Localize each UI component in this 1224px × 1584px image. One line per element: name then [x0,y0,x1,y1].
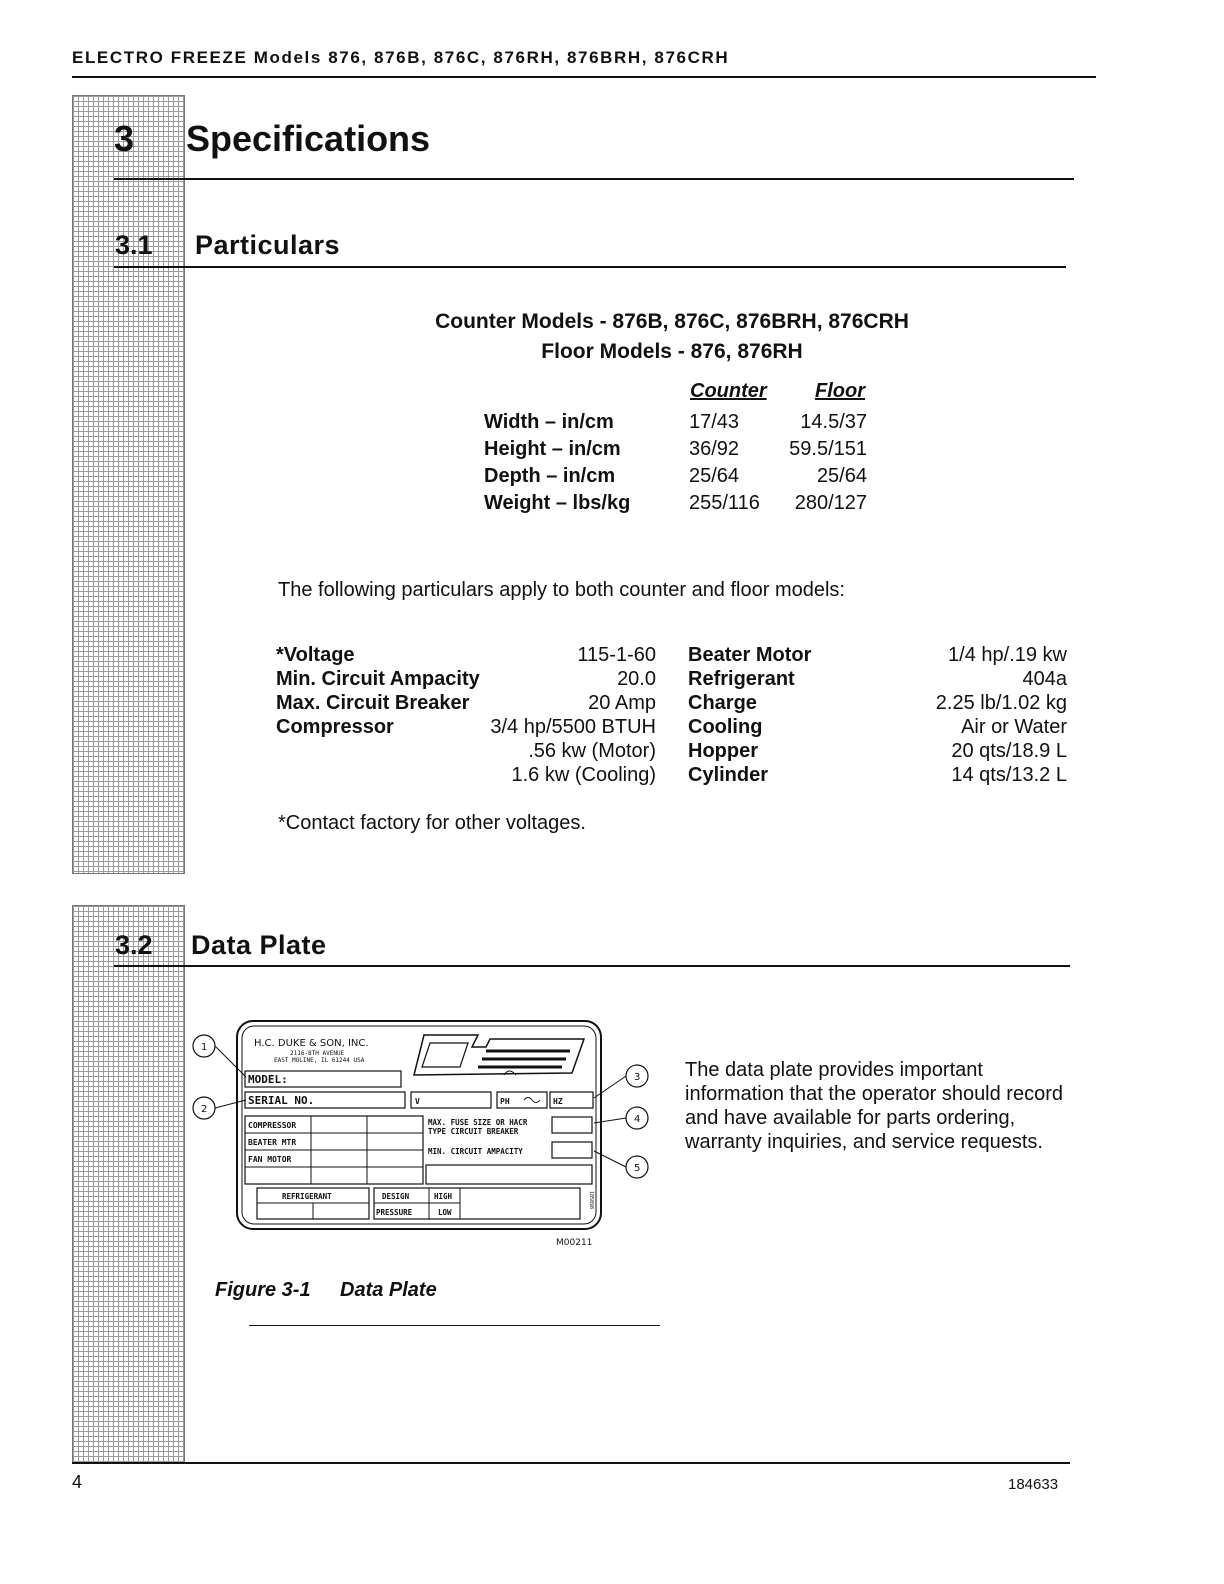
figure-rule [249,1325,660,1326]
spec-label: Compressor [276,716,394,738]
specs-right [688,644,1067,794]
spec-label: Cooling [688,716,763,738]
margin-grid-top [72,95,185,874]
page-number: 4 [72,1472,83,1492]
plate-ph-label: PH [500,1097,510,1106]
data-plate-figure [186,1015,666,1255]
subsection-number: 3.1 [115,230,153,260]
spec-value: Air or Water [961,716,1067,738]
fuse-box [552,1117,592,1133]
floor-value: 14.5/37 [800,411,867,433]
subsection-title: Data Plate [191,930,327,960]
floor-models-line: Floor Models - 876, 876RH [541,340,803,363]
floor-value: 59.5/151 [789,438,867,460]
spec-row [276,692,656,716]
plate-beater-label: BEATER MTR [248,1138,297,1147]
spec-label: Min. Circuit Ampacity [276,668,480,690]
figure-number: Figure 3-1 [215,1279,311,1301]
duke-logo [414,1035,584,1075]
plate-pressure-label: PRESSURE [376,1208,413,1217]
data-plate-description: The data plate provides important information that the operator should record and have available for parts ordering, warranty inquiries, and service requests. [685,1059,1063,1153]
ampacity-box [552,1142,592,1158]
plate-part-number: 185098 [588,1191,594,1210]
plate-refrigerant-label: REFRIGERANT [282,1192,332,1201]
spec-row [688,740,1067,764]
spec-value: 115-1-60 [577,644,656,666]
plate-company: H.C. DUKE & SON, INC. [254,1038,369,1049]
counter-models-line: Counter Models - 876B, 876C, 876BRH, 876CRH [435,310,909,333]
callout-4-number: 4 [634,1114,641,1125]
plate-high-label: HIGH [434,1192,453,1201]
spec-row [276,644,656,668]
plate-address1: 2116-8TH AVENUE [290,1050,345,1057]
page-title: Specifications [186,118,431,159]
row-label: Height – in/cm [484,438,621,460]
spec-label: Cylinder [688,764,769,786]
plate-compressor-label: COMPRESSOR [248,1121,297,1130]
spec-label: Max. Circuit Breaker [276,692,470,714]
spec-row [276,740,656,764]
callout-2-number: 2 [201,1104,208,1115]
table-row [484,411,904,437]
spec-row [688,668,1067,692]
volt-box [411,1092,491,1108]
counter-value: 17/43 [689,411,740,433]
footer-rule [72,1462,1070,1464]
running-header: ELECTRO FREEZE Models 876, 876B, 876C, 876RH, 876BRH, 876CRH [72,48,730,67]
dimensions-table [484,380,904,520]
title-rule [114,178,1074,180]
plate-low-label: LOW [438,1208,452,1217]
spec-value: 20 qts/18.9 L [951,740,1067,762]
spec-label: Refrigerant [688,668,795,690]
table-row [484,492,904,518]
spec-value: 14 qts/13.2 L [951,764,1067,786]
floor-value: 280/127 [794,492,867,514]
callout-5-number: 5 [634,1163,641,1174]
specs-left [276,644,656,794]
blank-box [426,1165,592,1184]
plate-fuse-line1: MAX. FUSE SIZE OR HACR [428,1118,528,1127]
spec-row [688,644,1067,668]
figure-code: M00211 [556,1238,593,1248]
spec-label: Beater Motor [688,644,812,666]
spec-value: 20.0 [617,668,656,690]
row-label: Depth – in/cm [484,465,616,487]
spec-row [276,716,656,740]
spec-value: 1.6 kw (Cooling) [511,764,656,786]
plate-serial-label: SERIAL NO. [248,1094,315,1107]
plate-fuse-line2: TYPE CIRCUIT BREAKER [428,1127,519,1136]
table-row [484,438,904,464]
spec-row [688,692,1067,716]
row-label: Width – in/cm [484,411,614,433]
spec-row [688,716,1067,740]
table-row [484,465,904,491]
footnote: *Contact factory for other voltages. [278,812,586,834]
header-rule [72,76,1096,78]
spec-value: 20 Amp [588,692,656,714]
figure-title: Data Plate [340,1279,437,1301]
floor-value: 25/64 [816,465,867,487]
spec-row [276,668,656,692]
plate-hz-label: HZ [553,1097,563,1106]
spec-value: 404a [1022,668,1067,690]
plate-v-label: V [415,1097,420,1106]
subsection-title: Particulars [195,230,341,260]
counter-value: 255/116 [689,492,760,514]
spec-value: .56 kw (Motor) [528,740,656,762]
row-label: Weight – lbs/kg [484,492,631,514]
document-number: 184633 [1008,1476,1059,1493]
plate-fan-label: FAN MOTOR [248,1155,292,1164]
col-header-counter: Counter [690,380,767,402]
subsection-rule [114,965,1070,967]
counter-value: 25/64 [689,465,740,487]
intro-text: The following particulars apply to both counter and floor models: [278,579,845,601]
col-header-floor: Floor [815,380,865,402]
subsection-number: 3.2 [115,930,153,960]
plate-model-label: MODEL: [248,1073,288,1086]
spec-label: Hopper [688,740,758,762]
spec-row [688,764,1067,788]
margin-grid-bottom [72,905,185,1463]
plate-ampacity-label: MIN. CIRCUIT AMPACITY [428,1147,523,1156]
section-number: 3 [114,118,135,159]
spec-value: 3/4 hp/5500 BTUH [490,716,656,738]
plate-address2: EAST MOLINE, IL 61244 USA [274,1057,365,1064]
callout-1-number: 1 [201,1042,208,1053]
spec-label: *Voltage [276,644,355,666]
plate-design-label: DESIGN [382,1192,410,1201]
counter-value: 36/92 [689,438,740,460]
spec-row [276,764,656,788]
spec-value: 1/4 hp/.19 kw [948,644,1067,666]
spec-value: 2.25 lb/1.02 kg [935,692,1067,714]
subsection-rule [114,266,1066,268]
callout-3-number: 3 [634,1072,641,1083]
spec-label: Charge [688,692,757,714]
